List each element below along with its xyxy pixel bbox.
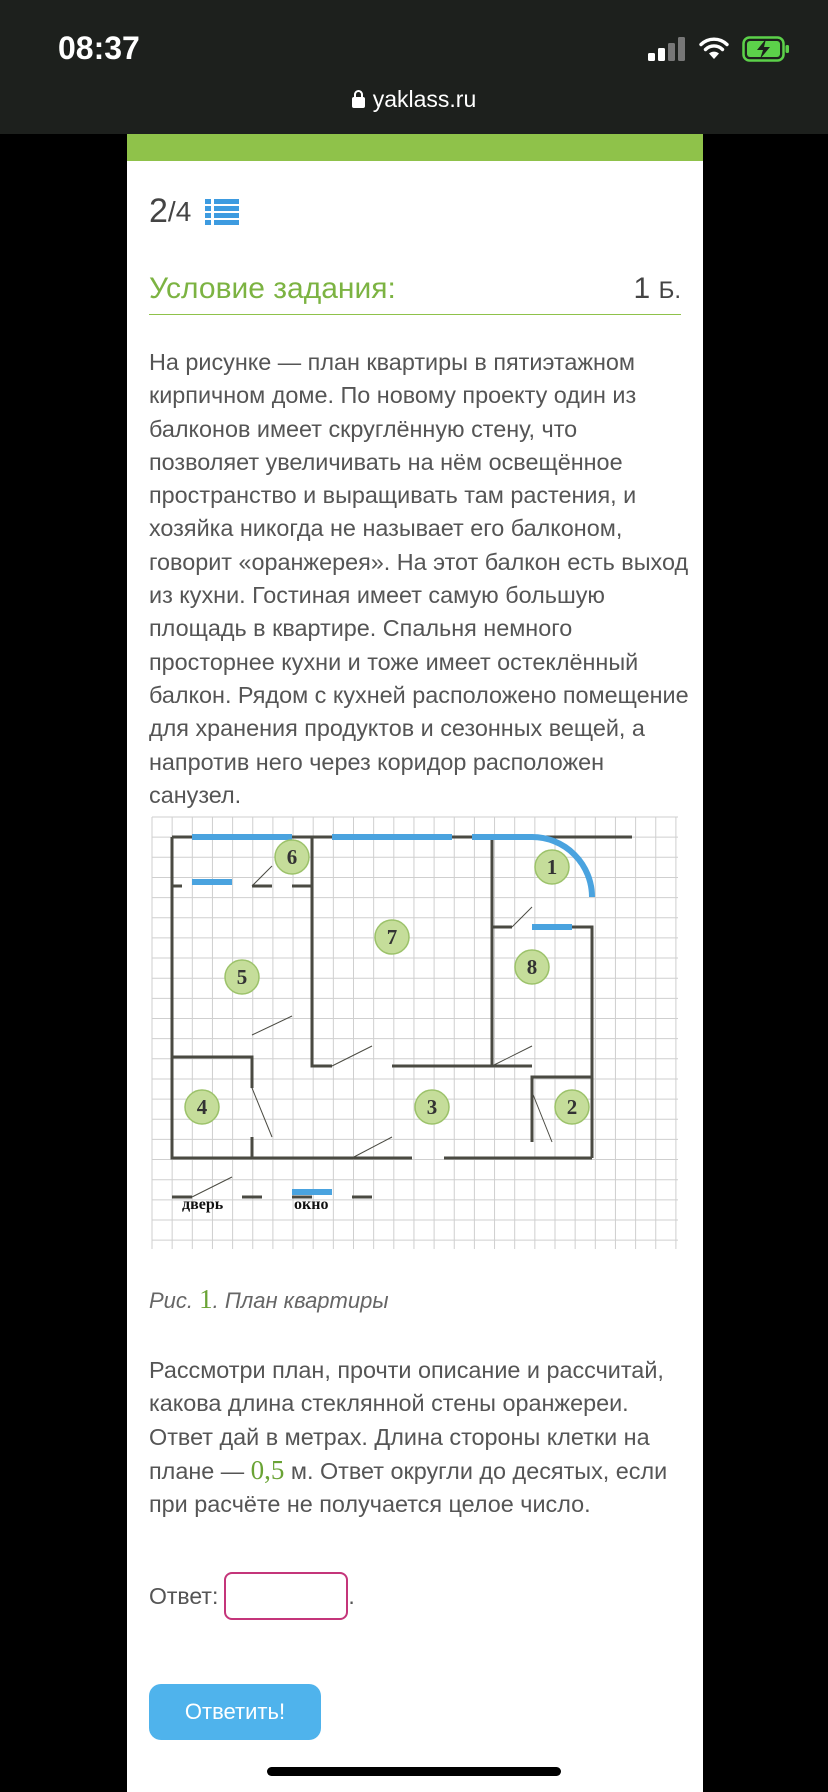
svg-text:7: 7 — [386, 925, 398, 949]
address-bar[interactable] — [0, 86, 828, 113]
wifi-icon — [698, 37, 730, 61]
answer-input[interactable] — [224, 1572, 348, 1620]
task-counter[interactable] — [149, 192, 239, 231]
list-icon[interactable] — [205, 198, 239, 226]
room-label-4 — [185, 1090, 219, 1124]
counter-total: 4 — [175, 195, 192, 227]
home-indicator — [267, 1767, 561, 1776]
doors — [192, 866, 552, 1197]
room-labels — [185, 840, 589, 1124]
room-label-6 — [275, 840, 309, 874]
question-value: 0,5 — [250, 1454, 285, 1485]
room-label-7 — [375, 920, 409, 954]
condition-title: Условие задания: — [149, 272, 396, 305]
answer-row — [149, 1572, 355, 1620]
caption-prefix: Рис. — [149, 1288, 194, 1313]
header-banner — [127, 134, 703, 161]
answer-suffix: . — [348, 1582, 355, 1609]
status-bar — [0, 0, 828, 134]
room-label-8 — [515, 950, 549, 984]
legend-door: дверь — [182, 1196, 224, 1213]
svg-text:5: 5 — [236, 965, 248, 989]
caption-number: 1 — [199, 1284, 213, 1314]
svg-text:2: 2 — [566, 1095, 578, 1119]
task-description: На рисунке — план квартиры в пятиэтажном кирпичном доме. По новому проекту один из балконов имеет скруглённую стену, что позволяет увеличивать на нём освещённое пространство и выращивать там растения, и хозяйка никогда не называет его балконом, говорит «оранжерея». На этот балкон есть выход из кухни. Гостиная имеет самую большую площадь в квартире. Спальня немного просторнее кухни и тоже имеет остеклённый балкон. Рядом с кухней расположено помещение для хранения продуктов и сезонных вещей, а напротив него через коридор расположен санузел. — [149, 349, 689, 808]
walls — [172, 837, 632, 1197]
room-label-3 — [415, 1090, 449, 1124]
svg-text:1: 1 — [546, 855, 558, 879]
question-part2: м. Ответ округли до десятых, если при расчёте не получается целое число. — [149, 1457, 668, 1518]
battery-charging-icon — [742, 36, 790, 62]
room-label-2 — [555, 1090, 589, 1124]
svg-text:4: 4 — [196, 1095, 208, 1119]
question-part1: Рассмотри план, прочти описание и рассчитай, какова длина стеклянной стены оранжереи. Ответ дай в метрах. Длина стороны клетки на плане — — [149, 1357, 664, 1484]
apartment-plan — [149, 812, 681, 1254]
counter-current: 2 — [149, 192, 168, 230]
points-value: 1 — [633, 272, 651, 305]
room-label-1 — [535, 850, 569, 884]
figure-caption — [149, 1284, 389, 1315]
question-text — [149, 1354, 689, 1521]
svg-text:3: 3 — [426, 1095, 438, 1119]
signal-icon — [648, 37, 686, 61]
answer-label: Ответ: — [149, 1582, 219, 1609]
svg-text:8: 8 — [526, 955, 538, 979]
legend-window: окно — [294, 1196, 329, 1213]
svg-text:6: 6 — [286, 845, 298, 869]
points-unit: Б. — [658, 277, 681, 304]
status-time: 08:37 — [58, 30, 140, 66]
condition-header — [149, 268, 681, 315]
counter-separator: / — [167, 195, 176, 227]
page-content — [127, 134, 703, 1792]
caption-suffix: . План квартиры — [212, 1288, 389, 1313]
url-text: yaklass.ru — [372, 86, 477, 112]
room-label-5 — [225, 960, 259, 994]
submit-button[interactable]: Ответить! — [149, 1684, 321, 1740]
points-badge — [634, 272, 681, 314]
system-icons — [648, 36, 790, 62]
lock-icon — [352, 97, 365, 108]
